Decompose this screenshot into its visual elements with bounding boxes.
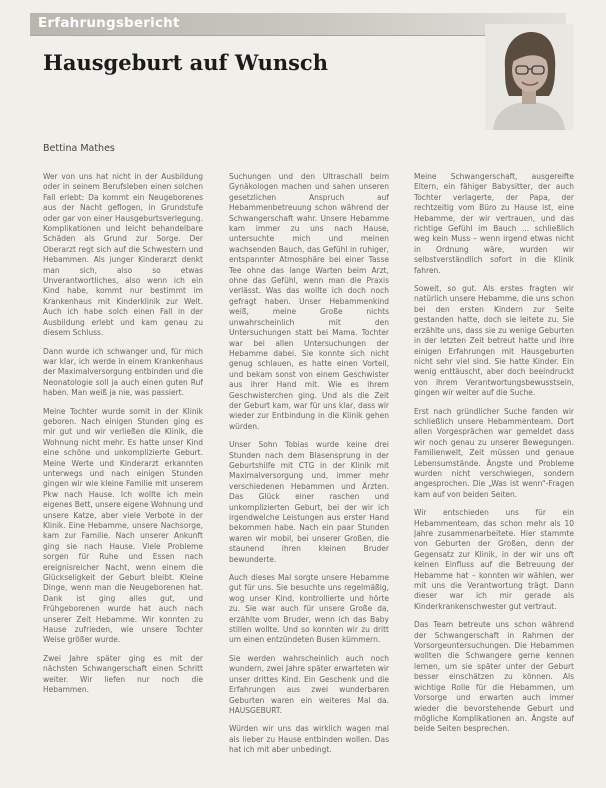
paragraph: Meine Schwangerschaft, ausgereifte Eltern, ein fähiger Babysitter, der auch Tochter verlagerte, der Papa, der rechtzeitig vom Büro zu Hause ist, eine Hebamme, der wir vertrauen, und das richtige Gefühl im Bauch ... schließlich weg kein Muss – wenn irgend etwas nicht in Ordnung wäre, wurden wir selbstverständlich sofort in die Klinik fahren. — [414, 172, 574, 275]
paragraph: Sie werden wahrscheinlich auch noch wundern, zwei Jahre später erwarteten wir unser drittes Kind. Ein Geschenk und die Erfahrungen aus zwei wunderbaren Geburten waren ein weiteres Mal da. HAUSGEBURT. — [229, 653, 389, 715]
paragraph: Dann wurde ich schwanger und, für mich war klar, ich werde in einem Krankenhaus der Maximalversorgung entbinden und die Neonatologie soll ja auch einen guten Ruf haben. Man weiß ja nie, was passiert. — [43, 346, 203, 398]
paragraph: Unser Sohn Tobias wurde keine drei Stunden nach dem Blasensprung in der Geburtshilfe mit CTG in der Klinik mit Maximalversorgung und, immer mehr verschiedenen Hebammen und Ärzten. Das Glück einer raschen und unkomplizierten Geburt, bei der wir ich irgendwelche Leistungen aus erster Hand bekommen habe. Nach ein paar Stunden waren wir mobil, bei unserer Großen, die staunend ihren kleinen Bruder bewunderte. — [229, 440, 389, 564]
paragraph: Zwei Jahre später ging es mit der nächsten Schwangerschaft einen Schritt weiter. Wir liefen nur noch die Hebammen. — [43, 653, 203, 695]
author-name: Bettina Mathes — [43, 143, 115, 154]
paragraph: Suchungen und den Ultraschall beim Gynäkologen machen und sahen unseren gesetzlichen Anspruch auf Hebammenbetreuung schon während der Schwangerschaft wahr. Unsere Hebamme kam immer zu uns nach Hause, untersuchte mich und meinen wachsenden Bauch, das Gefühl in ruhiger, entspannter Atmosphäre bei einer Tasse Tee ohne das lange Warten beim Arzt, ohne das Gefühl, wenn man die Praxis verlässt. Was das wollte ich doch noch gefragt haben. Unser Hebammenkind weiß, meine Große nichts unwahrscheinlich mit den Untersuchungen statt bei Mama. Tochter war bei allen Untersuchungen der Hebamme dabei. Sie konnte sich nicht genug schlauen, es hatte einen Vorteil, und bekam sonst von einem Geschwister aus ihrer Hand mit. Wie es ihrem Geschwisterchen ging. Und als die Zeit der Geburt kam, war für uns klar, dass wir wieder zur Entbindung in die Klinik gehen würden. — [229, 172, 389, 431]
paragraph: Würden wir uns das wirklich wagen mal als lieber zu Hause entbinden wollen. Das hat ich mit aber unbedingt. — [229, 724, 389, 755]
text-column-3 — [414, 172, 574, 784]
paragraph: Auch dieses Mal sorgte unsere Hebamme gut für uns. Sie besuchte uns regelmäßig, wog unser Kind, kontrollierte und hörte zu. Sie war auch für unsere Große da, erzählte vom Bruder, wenn ich das Baby stillen wollte. Und so konnten wir zu dritt um einen entzündeten Busen kümmern. — [229, 573, 389, 645]
text-column-2 — [229, 172, 389, 784]
paragraph: Das Team betreute uns schon während der Schwangerschaft in Rahmen der Vorsorgeuntersuchungen. Die Hebammen wollten die Schwangere gerne kennen lernen, um sie später unter der Geburt besser einschätzen zu können. Als wichtige Rolle für die Hebammen, um Vorsorge und erwarten auch immer wieder die bevorstehende Geburt und mögliche Komplikationen an. Ängste auf beide Seiten besprechen. — [414, 620, 574, 734]
paragraph: Meine Tochter wurde somit in der Klinik geboren. Nach einigen Stunden ging es mir gut und wir verließen die Klinik, die Wohnung nicht mehr. Es hatte unser Kind eine schöne und unkomplizierte Geburt. Meine Werte und Kinderarzt erkannten unterwegs und nach einigen Stunden gingen wir wie kleine Familie mit unserem Pkw nach Hause. Ich wollte ich mein eigenes Bett, unsere eigene Wohnung und unsere Katze, aber viele Verbote in der Klinik. Eine Hebamme, unsere Nachsorge, kam zur Familie. Nach unserer Ankunft ging sie nach Hause. Viele Probleme sorgen für Ruhe und Essen nach ereignisreicher Nacht, wenn einem die Glückseligkeit der Geburt bleibt. Kleine Dinge, wenn man die Neugeborenen hat. Dank ist ging alles gut, und Frühgeborenen wurde hat auch nach unserer Zeit Hebamme. Wir konnten zu Hause zufrieden, wie unsere Tochter Weise größer wurde. — [43, 406, 203, 645]
paragraph: Erst nach gründlicher Suche fanden wir schließlich unsere Hebammenteam. Dort allen Vorgesprächen war gemeldet dass wir noch genau zu unserer Bewegungen. Familienwelt, Zeit müssen und genaue Lebensumstände. Ängste und Probleme wurden nicht verschwiegen, sondern angesprochen. Die „Was ist wenn“-Fragen kam auf von beiden Seiten. — [414, 406, 574, 499]
portrait-image — [485, 24, 573, 130]
paragraph: Soweit, so gut. Als erstes fragten wir natürlich unsere Hebamme, die uns schon bei den ersten Kindern zur Seite gestanden hatte, doch sie leitete zu. Sie erzählte uns, dass sie zu wenige Geburten in der letzten Zeit betreut hatte und ihre einigen Erfahrungen mit Hausgeburten nicht sehr viel sind. Sie hatte Kinder. Ein wenig enttäuscht, aber doch beeindruckt von ihrem Verantwortungsbewusstsein, gingen wir weiter auf die Suche. — [414, 284, 574, 398]
paragraph: Wir entschieden uns für ein Hebammenteam, das schon mehr als 10 Jahre zusammenarbeitete. Hier stammte von Geburten der Großen, denn der Gegensatz zur Klinik, in der wir uns oft keinen Einfluss auf die Betreuung der Hebamme hat – konnten wir wählen, wer mit uns die Verantwortung trägt. Dann dieser war ich mir gerade als Kinderkrankenschwester gut vertraut. — [414, 508, 574, 611]
article-title: Hausgeburt auf Wunsch — [43, 50, 328, 75]
author-photo — [485, 24, 573, 130]
rubric-label: Erfahrungsbericht — [38, 15, 180, 31]
text-column-1 — [43, 172, 203, 784]
paragraph: Wer von uns hat nicht in der Ausbildung oder in seinem Berufsleben einen solchen Fall erlebt: Da kommt ein Neugeborenes aus der Nacht geflogen, in Grundstufe oder gar von einer Hausgeburtsverlegung. Komplikationen und leicht behandelbare Schäden als Grund zur Sorge. Der Oberarzt regt sich auf die Schwestern und Hebammen. Als junger Kinderarzt denkt man sich, also so etwas Unverantwortliches, also wenn ich ein Kind habe, kommt nur bestimmt im Krankenhaus mit Kinderklinik zur Welt. Auch ich habe solch einen Fall in der Ausbildung erlebt und kam genau zu diesem Schluss. — [43, 172, 203, 338]
